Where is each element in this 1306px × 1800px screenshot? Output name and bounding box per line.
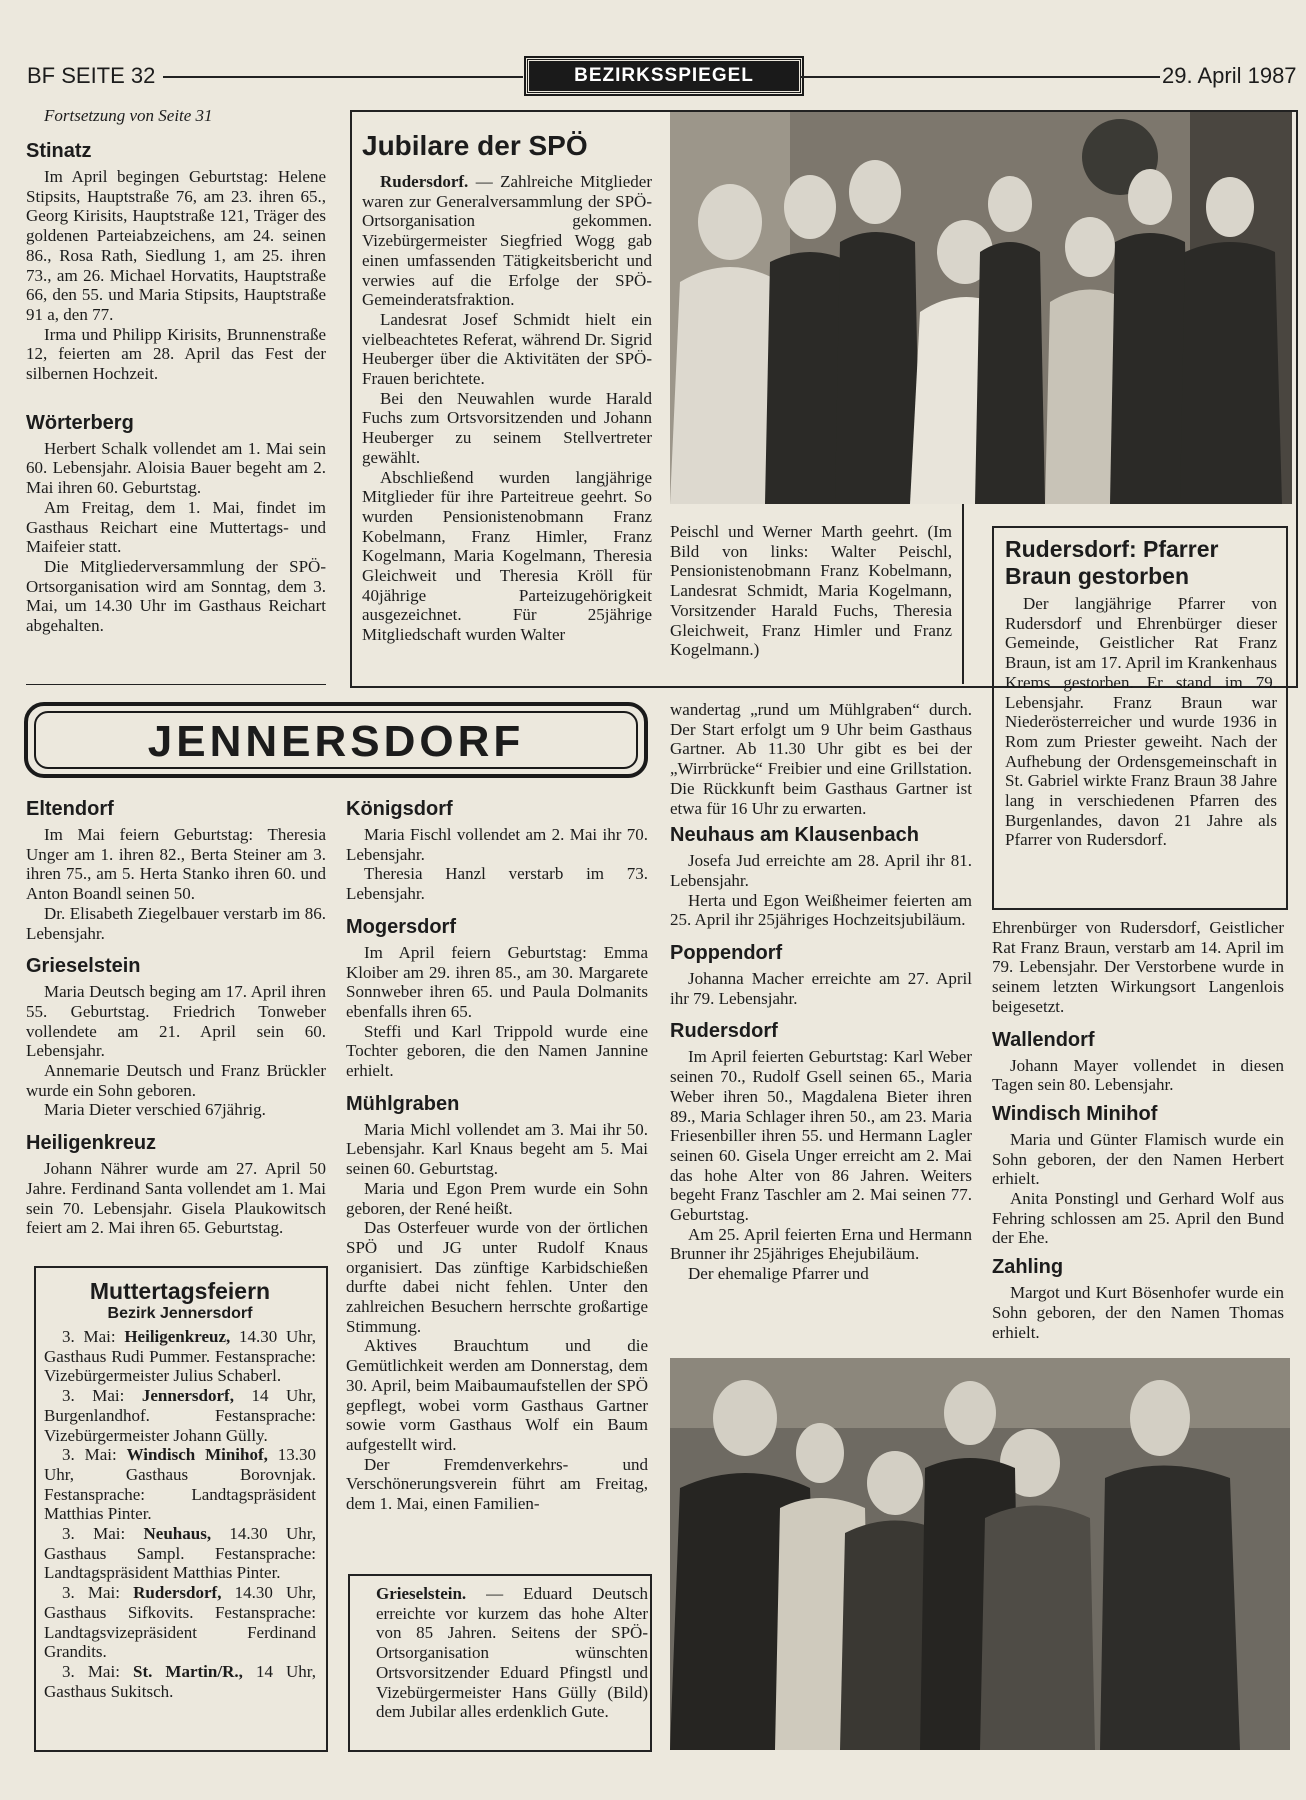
entry-4-details: 14.30 Uhr, Gasthaus Sampl. Festansprache: Landtagspräsident Matthias Pinter. (44, 1524, 316, 1583)
rudersdorf-text-3: Der ehemalige Pfarrer und (688, 1264, 869, 1284)
entry-1-details: 14.30 Uhr, Gasthaus Rudi Pummer. Festansprache: Vizebürgermeister Julius Schaberl. (44, 1327, 316, 1386)
neuhaus-title: Neuhaus am Klausenbach (670, 824, 919, 847)
grieselstein-photo (670, 1358, 1290, 1750)
jubilare-caption-divider (962, 504, 964, 684)
muehlgraben-text-1: Maria Michl vollendet am 3. Mai ihr 50. Lebensjahr. Karl Knaus begeht am 5. Mai seinen 60. Geburtstag. (346, 1119, 648, 1179)
grieselstein-caption-body: — Eduard Deutsch erreichte vor kurzem das hohe Alter von 85 Jahren. Seitens der SPÖ-Ortsorganisation wünschten Ortsvorsitzender Eduard Pfingstl und Vizebürgermeister Hans Gülly (Bild) dem Jubilar alles erdenklich Gute. (376, 1584, 648, 1722)
koenigsdorf-text-1: Maria Fischl vollendet am 2. Mai ihr 70. Lebensjahr. (346, 825, 648, 864)
muehlgraben-text-3: Das Osterfeuer wurde von der örtlichen SPÖ und JG unter Rudolf Knaus organisiert. Das zünftige Karbidschießen durfte dabei nicht fehlen. Unter den zahlreichen Besuchern herrschte großartige Stimmung. (346, 1218, 648, 1336)
left-top-column (26, 106, 326, 636)
muttertag-subtitle: Bezirk Jennersdorf (107, 1305, 253, 1322)
grieselstein-caption (376, 1584, 648, 1722)
muehlgraben-continued: wandertag „rund um Mühlgraben“ durch. Der Start erfolgt um 9 Uhr beim Gasthaus Gartner. Ab 11.30 Uhr gibt es bei der „Wirrbrücke“ Freibier und eine Grillstation. Die Rückkunft beim Gasthaus Gartner ist etwa für 16 Uhr zu erwarten. (670, 700, 972, 818)
entry-5-details: 14.30 Uhr, Gasthaus Sifkovits. Festansprache: Landtagsvizepräsident Ferdinand Grandits. (44, 1583, 316, 1662)
entry-1-place: Heiligenkreuz, (124, 1327, 231, 1346)
grieselstein-caption-kicker: Grieselstein. (376, 1584, 467, 1603)
page-number: BF SEITE 32 (27, 63, 156, 88)
eltendorf-text-1: Im Mai feiern Geburtstag: Theresia Unger am 1. ihren 82., Berta Steiner am 3. ihren 75., am 5. Herta Stanko ihren 60. und Anton Boandl seinen 50. (26, 825, 326, 904)
entry-6-details: 14 Uhr, Gasthaus Sukitsch. (44, 1661, 317, 1701)
neuhaus-text-2: Herta und Egon Weißheimer feierten am 25. April ihr 25jähriges Hochzeitsjubiläum. (670, 890, 972, 930)
muttertag-title: Muttertagsfeiern (89, 1278, 271, 1304)
windisch-text-1: Maria und Günter Flamisch wurde ein Sohn geboren, der den Namen Herbert erhielt. (992, 1129, 1284, 1189)
left-bottom-rule (26, 684, 326, 685)
rudersdorf-text-1: Im April feierten Geburtstag: Karl Weber seinen 70., Rudolf Gsell seinen 65., Maria Weber ihren 50., Magdalena Bieter ihren 89., Maria Schlager ihren 50., am 23. Maria Friesenbiller ihren 55. und Hermann Lagler seinen 60. Gisela Unger erreicht am 2. Mai das hohe Alter von 86 Jahren. Weiters begeht Franz Taschler am 2. Mai seinen 77. Geburtstag. (670, 1047, 972, 1225)
group-portrait-image (670, 112, 1292, 504)
jubilare-text-1-body: — Zahlreiche Mitglieder waren zur Generalversammlung der SPÖ-Ortsorganisation gekommen. Vizebürgermeister Siegfried Wogg gab einen umfassenden Tätigkeitsbericht und verwies auf die Erfolge der SPÖ-Gemeinderatsfraktion. (362, 172, 652, 310)
region-banner-inner: JENNERSDORF (34, 711, 638, 769)
grieselstein-text-2: Annemarie Deutsch und Franz Brückler wurde ein Sohn geboren. (26, 1061, 326, 1100)
column-2 (346, 798, 648, 1514)
muttertag-entry-2 (44, 1386, 316, 1445)
muttertag-entry-3 (44, 1445, 316, 1524)
jubilare-title: Jubilare der SPÖ (362, 130, 588, 161)
poppendorf-text-1: Johanna Macher erreichte am 27. April ihr 79. Lebensjahr. (670, 969, 972, 1008)
woerterberg-text-3: Die Mitgliederversammlung der SPÖ-Ortsorganisation wird am Sonntag, dem 3. Mai, um 14.30 Uhr im Gasthaus Reichart abgehalten. (26, 556, 326, 636)
muttertag-column (44, 1278, 316, 1701)
entry-3-date: 3. Mai: (62, 1445, 127, 1465)
muehlgraben-text-5: Der Fremdenverkehrs- und Verschönerungsverein führt am Freitag, dem 1. Mai, einen Familien- (346, 1454, 648, 1514)
stinatz-text-2: Irma und Philipp Kirisits, Brunnenstraße 12, feierten am 28. April das Fest der silbernen Hochzeit. (26, 324, 326, 384)
neuhaus-text-1: Josefa Jud erreichte am 28. April ihr 81. Lebensjahr. (670, 851, 972, 890)
koenigsdorf-text-2: Theresia Hanzl verstarb im 73. Lebensjahr. (346, 864, 648, 904)
pfarrer-text: Der langjährige Pfarrer von Rudersdorf und Ehrenbürger dieser Gemeinde, Geistlicher Rat Franz Braun, ist am 17. April im Krankenhaus Krems gestorben. Er stand im 79. Lebensjahr. Franz Braun war Niederösterreicher und wurde 1936 in Rom zum Priester geweiht. Nach der Aufhebung der Ordensgemeinschaft in St. Gabriel wirkte Franz Braun 38 Jahre lang in verschiedenen Pfarren des Burgenlandes, davon 21 Jahre als Pfarrer von Rudersdorf. (1005, 594, 1277, 850)
entry-6-date: 3. Mai: (62, 1661, 133, 1681)
entry-5-date: 3. Mai: (62, 1583, 134, 1603)
entry-5-place: Rudersdorf, (133, 1583, 222, 1603)
column-3 (670, 700, 972, 1284)
muttertag-entry-4 (44, 1524, 316, 1583)
birthday-group-image (670, 1358, 1290, 1750)
pfarrer-column (1005, 536, 1277, 850)
windisch-text-2: Anita Ponstingl und Gerhard Wolf aus Fehring schlossen am 25. April den Bund der Ehe. (992, 1189, 1284, 1248)
mogersdorf-text-1: Im April feiern Geburtstag: Emma Kloiber am 29. ihren 85., am 30. Margarete Sonnweber ihren 65. und Paula Dolmanits ebenfalls ihren 65. (346, 942, 648, 1021)
muehlgraben-text-2: Maria und Egon Prem wurde ein Sohn geboren, der René heißt. (346, 1178, 648, 1218)
column-1 (26, 798, 326, 1238)
entry-4-date: 3. Mai: (62, 1524, 144, 1544)
jubilare-text-4: Abschließend wurden langjährige Mitglieder für ihre Parteitreue geehrt. So wurden Pensionistenobmann Franz Kobelmann, Franz Himler, Franz Kogelmann, Maria Kogelmann, Theresia Gleichweit und Theresia Kröll für 40jährige Parteizugehörigkeit ausgezeichnet. Für 25jährige Mitgliedschaft wurden Walter (362, 467, 652, 645)
entry-2-date: 3. Mai: (62, 1386, 142, 1406)
woerterberg-text-2: Am Freitag, dem 1. Mai, findet im Gasthaus Reichart eine Muttertags- und Maifeier statt. (26, 497, 326, 557)
entry-2-details: 14 Uhr, Burgenlandhof. Festansprache: Vizebürgermeister Johann Gülly. (44, 1386, 316, 1445)
entry-1-date: 3. Mai: (62, 1327, 125, 1346)
heiligenkreuz-title: Heiligenkreuz (26, 1132, 157, 1155)
zahling-title: Zahling (992, 1256, 1064, 1279)
entry-4-place: Neuhaus, (143, 1524, 212, 1544)
koenigsdorf-title: Königsdorf (346, 798, 453, 820)
muttertag-entry-5 (44, 1583, 316, 1662)
header-rule-right (800, 76, 1160, 78)
region-banner (24, 702, 648, 778)
mogersdorf-title: Mogersdorf (346, 915, 456, 938)
muehlgraben-text-4: Aktives Brauchtum und die Gemütlichkeit werden am Donnerstag, dem 30. April, beim Maibaumaufstellen der SPÖ gepflegt, wobei vorm Gasthaus Gartner sowie vorm Gasthaus Wolf ein Baum aufgestellt wird. (346, 1336, 648, 1454)
entry-3-place: Windisch Minihof, (126, 1445, 268, 1465)
rudersdorf-title: Rudersdorf (670, 1020, 778, 1043)
jubilare-text-3: Bei den Neuwahlen wurde Harald Fuchs zum Ortsvorsitzenden und Johann Heuberger zu seinem Stellvertreter gewählt. (362, 388, 652, 467)
rudersdorf-text-2: Am 25. April feierten Erna und Hermann Brunner ihr 25jähriges Ehejubiläum. (670, 1224, 972, 1264)
pfarrer-continued: Ehrenbürger von Rudersdorf, Geistlicher Rat Franz Braun, verstarb am 14. April im 79. Lebensjahr. Der Verstorbene wurde in seinem letzten Wirkungsort Langenlois beigesetzt. (992, 918, 1284, 1016)
jubilare-photo (670, 112, 1292, 504)
pfarrer-title: Rudersdorf: Pfarrer Braun gestorben (1005, 536, 1219, 589)
mogersdorf-text-2: Steffi und Karl Trippold wurde eine Tochter geboren, die den Namen Jannine erhielt. (346, 1021, 648, 1081)
woerterberg-title: Wörterberg (26, 411, 134, 434)
woerterberg-text-1: Herbert Schalk vollendet am 1. Mai sein 60. Lebensjahr. Aloisia Bauer begeht am 2. Mai ihren 60. Geburtstag. (26, 438, 326, 498)
page-date: 29. April 1987 (1162, 63, 1297, 88)
entry-6-place: St. Martin/R., (133, 1661, 243, 1681)
jubilare-text-2: Landesrat Josef Schmidt hielt ein vielbeachtetes Referat, während Dr. Sigrid Heuberger über die Aktivitäten der SPÖ-Frauen berichtete. (362, 309, 652, 389)
entry-2-place: Jennersdorf, (141, 1386, 234, 1406)
masthead (526, 58, 802, 94)
wallendorf-title: Wallendorf (992, 1028, 1095, 1051)
eltendorf-text-2: Dr. Elisabeth Ziegelbauer verstarb im 86. Lebensjahr. (26, 903, 326, 943)
muehlgraben-title: Mühlgraben (346, 1092, 460, 1115)
muttertag-entry-6 (44, 1662, 316, 1701)
masthead-text: BEZIRKSSPIEGEL (574, 65, 754, 86)
wallendorf-text-1: Johann Mayer vollendet in diesen Tagen sein 80. Lebensjahr. (992, 1055, 1284, 1095)
grieselstein-title: Grieselstein (26, 955, 141, 978)
stinatz-title: Stinatz (26, 140, 92, 162)
header-rule-left (163, 76, 523, 78)
poppendorf-title: Poppendorf (670, 942, 783, 965)
continued-note: Fortsetzung von Seite 31 (44, 106, 213, 125)
grieselstein-text-3: Maria Dieter verschied 67jährig. (44, 1100, 266, 1120)
windisch-title: Windisch Minihof (992, 1102, 1158, 1125)
column-4 (992, 918, 1284, 1342)
jubilare-text-column (362, 128, 652, 645)
entry-3-details: 13.30 Uhr, Gasthaus Borovnjak. Festansprache: Landtagspräsident Matthias Pinter. (44, 1445, 316, 1524)
heiligenkreuz-text-1: Johann Nährer wurde am 27. April 50 Jahre. Ferdinand Santa vollendet am 1. Mai sein 70. Lebensjahr. Gisela Plaukowitsch feiert am 2. Mai ihren 65. Geburtstag. (26, 1159, 326, 1238)
jubilare-text-1 (362, 172, 652, 310)
jubilare-caption (670, 522, 952, 660)
eltendorf-title: Eltendorf (26, 798, 114, 820)
grieselstein-text-1: Maria Deutsch beging am 17. April ihren 55. Geburtstag. Friedrich Tonweber vollendete am 21. April sein 60. Lebensjahr. (26, 982, 326, 1061)
jubilare-caption-text: Peischl und Werner Marth geehrt. (Im Bild von links: Walter Peischl, Pensionistenobmann Franz Kobelmann, Landesrat Schmidt, Maria Kogelmann, Vorsitzender Harald Fuchs, Theresia Gleichweit, Franz Himler und Franz Kogelmann.) (670, 522, 952, 660)
muttertag-entry-1 (44, 1327, 316, 1386)
stinatz-text-1: Im April begingen Geburtstag: Helene Stipsits, Hauptstraße 76, am 23. ihren 65., Georg Kirisits, Hauptstraße 121, Träger des goldenen Parteiabzeichens, am 24. seinen 86., Rosa Rath, Siedlung 1, am 25. ihren 73., am 26. Michael Horvatits, Hauptstraße 66, den 55. und Maria Stipsits, Hauptstraße 91 a, den 77. (26, 167, 326, 324)
jubilare-kicker: Rudersdorf. (380, 172, 469, 191)
grieselstein-caption-text (376, 1584, 648, 1722)
zahling-text-1: Margot und Kurt Bösenhofer wurde ein Sohn geboren, der den Namen Thomas erhielt. (992, 1283, 1284, 1342)
